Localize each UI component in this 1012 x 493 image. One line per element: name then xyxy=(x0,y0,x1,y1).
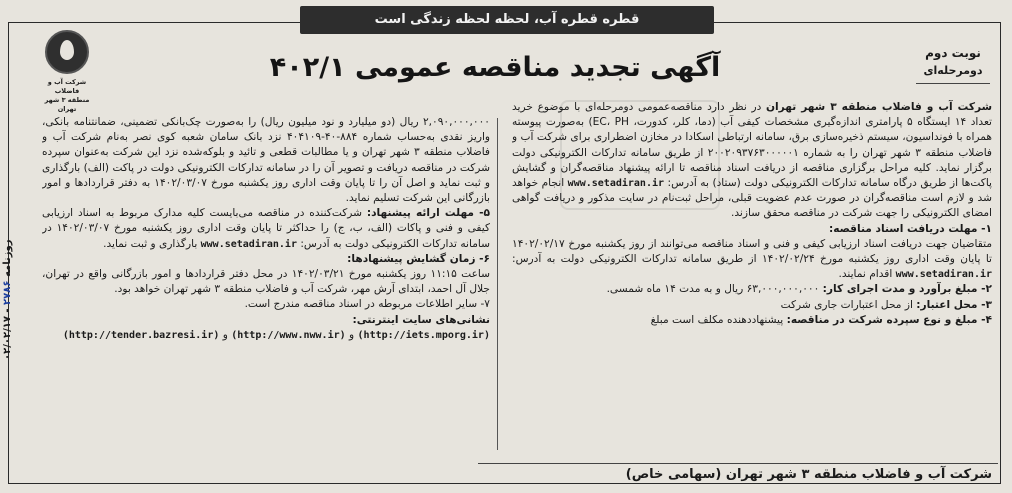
section-5 xyxy=(42,206,490,252)
websites-list xyxy=(42,328,490,343)
slogan-banner: قطره قطره آب، لحظه لحظه زندگی است xyxy=(300,6,714,34)
website-link-iets[interactable]: (http://iets.mporg.ir) xyxy=(357,329,490,341)
section-5-text: شرکت‌کننده در مناقصه می‌بایست کلیه مدارک مربوط به اسناد ارزیابی کیفی و فنی و پاکات (الف، ب، ج) را حداکثر تا پایان وقت اداری روز یکشنبه مورخ ۱۴۰۲/۰۳/۰۷ در سامانه تدارکات الکترونیکی دولت به آدرس: xyxy=(42,207,490,250)
section-2 xyxy=(512,282,992,297)
column-divider xyxy=(497,118,498,450)
section-1-text: متقاضیان جهت دریافت اسناد ارزیابی کیفی و فنی و اسناد مناقصه می‌توانند از روز یکشنبه مورخ ۱۴۰۲/۰۲/۱۷ تا پایان وقت اداری روز یکشنبه مورخ ۱۴۰۲/۰۲/۲۴ از طریق سامانه تدارکات الکترونیکی دولت به آدرس: xyxy=(512,237,992,266)
round-number: نوبت دوم xyxy=(925,46,981,60)
websites-and-1: و xyxy=(345,328,358,341)
intro-paragraph xyxy=(512,100,992,222)
side-stamp-number: ۲۷۸۶ xyxy=(2,280,13,306)
side-stamp-separator: - xyxy=(2,305,13,313)
side-stamp-label: روزنامه xyxy=(2,239,13,278)
company-logo xyxy=(36,30,98,116)
round-badge xyxy=(916,44,990,84)
websites-and-2: و xyxy=(219,328,232,341)
round-type: دومرحله‌ای xyxy=(923,64,983,77)
section-5-title: ۵- مهلت ارائه پیشنهاد: xyxy=(366,207,490,220)
section-4 xyxy=(512,313,992,328)
section-3-title: ۳- محل اعتبار: xyxy=(916,298,992,311)
logo-caption xyxy=(36,78,98,114)
side-stamp-date: ۰۲/۰۲/۱۷ xyxy=(2,316,13,361)
footer-signature: شرکت آب و فاضلاب منطقه ۳ شهر تهران (سهامی خاص) xyxy=(478,463,998,485)
section-4-text: پیشنهاددهنده مکلف است مبلغ xyxy=(650,313,787,326)
water-drop-icon xyxy=(45,30,89,74)
section-1-tail: اقدام نمایند. xyxy=(838,268,896,281)
right-column xyxy=(512,100,992,456)
left-column xyxy=(42,115,490,455)
website-link-tender[interactable]: (http://tender.bazresi.ir) xyxy=(62,329,220,341)
section-2-title: ۲- مبلغ برآورد و مدت اجرای کار: xyxy=(822,283,992,296)
section-2-text: ۶۳,۰۰۰,۰۰۰,۰۰۰ ریال و به مدت ۱۴ ماه شمسی. xyxy=(606,283,823,296)
intro-tail: انجام خواهد شد و لازم است مناقصه‌گران در صورت عدم عضویت قبلی، مراحل ثبت‌نام در سایت مذکور و دریافت گواهی امضای الکترونیکی را جهت شرکت در مناقصه محقق سازند. xyxy=(512,177,992,220)
section-1-body xyxy=(512,237,992,283)
section-1-title: ۱- مهلت دریافت اسناد مناقصه: xyxy=(828,222,992,235)
section-7-text: ۷- سایر اطلاعات مربوطه در اسناد مناقصه مندرج است. xyxy=(244,298,490,311)
website-link-nww[interactable]: (http://www.nww.ir) xyxy=(231,329,346,341)
section-5-link[interactable]: www.setadiran.ir xyxy=(200,238,297,250)
intro-link[interactable]: www.setadiran.ir xyxy=(567,178,664,190)
logo-line-2: منطقه ۳ شهر تهران xyxy=(44,96,90,113)
section-6-text: ساعت ۱۱:۱۵ روز یکشنبه مورخ ۱۴۰۲/۰۳/۲۱ در محل دفتر قراردادها و امور بازرگانی واقع در تهران، جلال آل احمد، ابتدای آرش مهر، شرکت آب و فاضلاب منطقه ۳ شهر تهران خواهد بود. xyxy=(42,268,490,296)
section-6-title: ۶- زمان گشایش پیشنهادها: xyxy=(347,252,490,265)
intro-text: در نظر دارد مناقصه‌عمومی دومرحله‌ای با موضوع خرید تعداد ۱۴ ایستگاه ۵ پارامتری اندازه‌گیری مشخصات کیفی آب (دما، کلر، کدورت، EC، PH) به‌صورت پیوسته همراه با فونداسیون، سیستم ذخیره‌سازی برق، سامانه ارتباطی اسکادا در مخازن اضطراری برای شرکت آب و فاضلاب منطقه ۳ شهر تهران را به شماره ۲۰۰۲۰۹۳۷۶۳۰۰۰۰۰۱ از طریق سامانه تدارکات الکترونیکی دولت برگزار نماید. کلیه مراحل برگزاری مناقصه از دریافت اسناد مناقصه تا ارائه پیشنهاد مناقصه‌گران و گشایش پاکت‌ها از طریق درگاه سامانه تدارکات الکترونیکی دولت (ستاد) به آدرس: xyxy=(512,101,992,190)
section-5-tail: بارگذاری و ثبت نماید. xyxy=(103,237,201,250)
websites-title: نشانی‌های سایت اینترنتی: xyxy=(352,313,490,326)
logo-line-1: شرکت آب و فاضلاب xyxy=(47,78,87,95)
deposit-paragraph: ۲,۰۹۰,۰۰۰,۰۰۰ ریال (دو میلیارد و نود میلیون ریال) را به‌صورت چک‌بانکی تضمینی، ضمانتنامه بانکی، واریز نقدی به‌حساب شماره ۸۸۴-۴۰-۴۰۴۱۰۹ نزد بانک سامان شعبه کوی نصر به‌نام شرکت آب و فاضلاب منطقه ۳ شهر تهران و یا مطالبات قطعی و تائید و بلوکه‌شده نزد این شرکت به‌عنوان سپرده شرکت در مناقصه دریافت و تصویر آن را در سامانه تدارکات الکترونیکی دولت در پاکت (الف) بارگذاری و ثبت نماید و اصل آن را تا پایان وقت اداری روز یکشنبه مورخ ۱۴۰۲/۰۳/۰۷ به دفتر قراردادها و امور بازرگانی این شرکت تسلیم نماید. xyxy=(42,116,490,205)
newspaper-side-stamp xyxy=(2,120,20,480)
page-title: آگهی تجدید مناقصه عمومی ۴۰۲/۱ xyxy=(269,52,721,83)
section-4-title: ۴- مبلغ و نوع سپرده شرکت در مناقصه: xyxy=(786,313,992,326)
intro-company: شرکت آب و فاضلاب منطقه ۳ شهر تهران xyxy=(765,101,992,113)
section-1-link[interactable]: www.setadiran.ir xyxy=(895,269,992,281)
section-3-text: از محل اعتبارات جاری شرکت xyxy=(780,298,917,311)
section-3 xyxy=(512,298,992,313)
